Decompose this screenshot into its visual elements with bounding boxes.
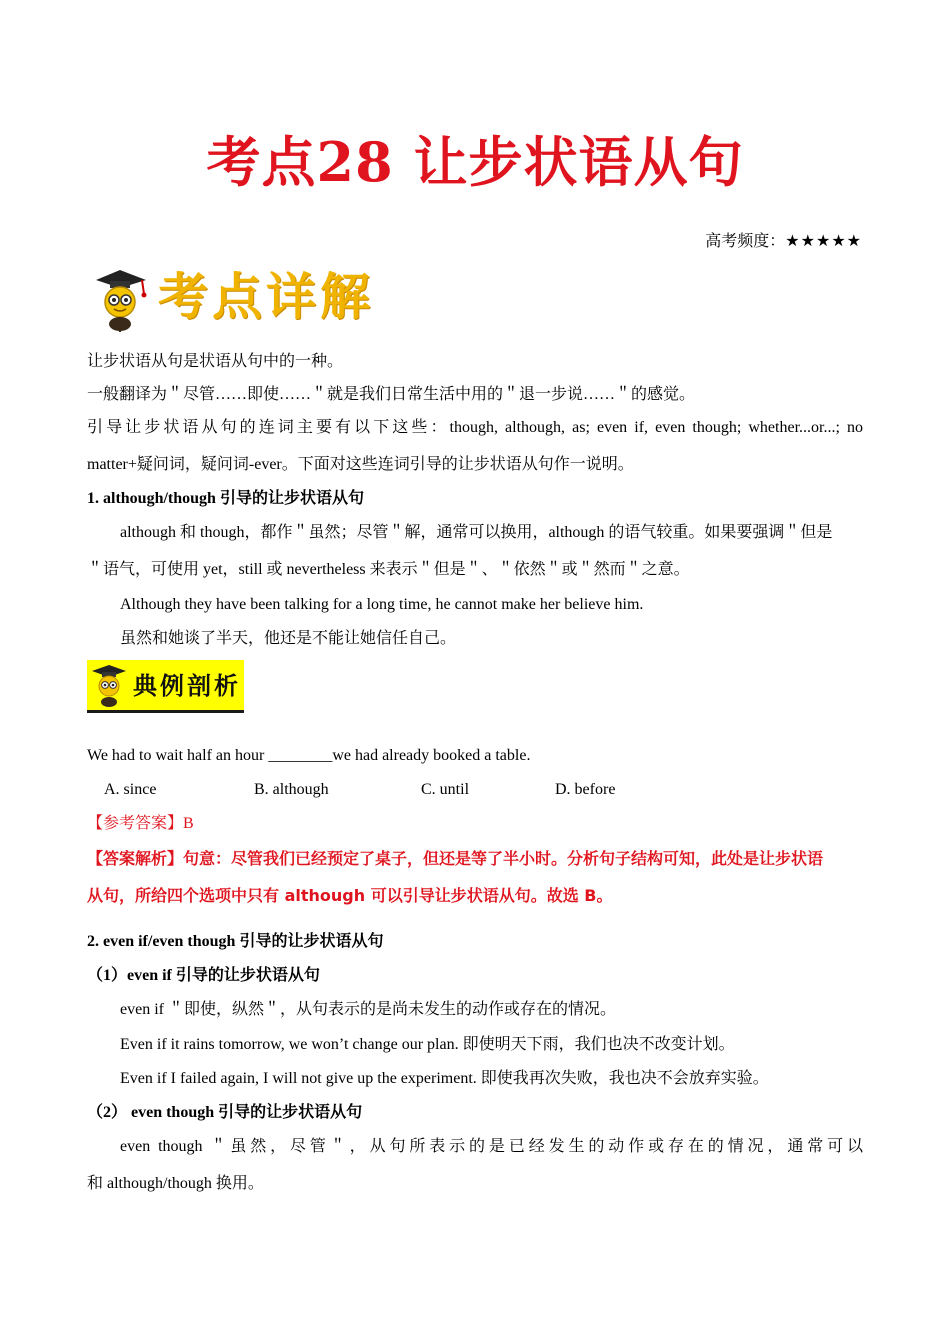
example-section-badge — [87, 660, 244, 713]
graduate-mascot-icon — [89, 662, 129, 708]
option-b: B. although — [254, 781, 329, 798]
option-a: A. since — [104, 781, 157, 798]
part1-paragraph-line-1: although 和 though，都作＂虽然；尽管＂解，通常可以换用，although 的语气较重。如果要强调＂但是 — [120, 524, 833, 541]
part2-sub1-heading: （1）even if 引导的让步状语从句 — [87, 967, 320, 984]
option-c: C. until — [421, 781, 470, 798]
part1-paragraph-line-2: ＂语气，可使用 yet，still 或 nevertheless 来表示＂但是＂、＂依然＂或＂然而＂之意。 — [87, 561, 690, 578]
option-d: D. before — [555, 781, 616, 798]
part2-sub1-definition: even if ＂即使，纵然＂，从句表示的是尚未发生的动作或存在的情况。 — [120, 1001, 616, 1018]
answer-analysis-line-1: 【答案解析】句意：尽管我们已经预定了桌子，但还是等了半小时。分析句子结构可知，此处是让步状语 — [87, 849, 824, 868]
frequency-label: 高考频度： — [705, 233, 786, 250]
part2-sub2-definition-line-2: 和 although/though 换用。 — [87, 1175, 264, 1192]
frequency-rating — [705, 230, 862, 254]
intro-line-3: 引导让步状语从句的连词主要有以下这些：though, although, as; even if, even though; whether...or...; no — [87, 419, 863, 436]
intro-line-4: matter+疑问词，疑问词-ever。下面对这些连词引导的让步状语从句作一说明。 — [87, 456, 634, 473]
part2-sub1-example-1: Even if it rains tomorrow, we won’t change our plan. 即使明天下雨，我们也决不改变计划。 — [120, 1036, 735, 1053]
graduate-mascot-icon — [90, 266, 152, 332]
part2-sub2-definition-line-1: even though ＂虽然，尽管＂，从句所表示的是已经发生的动作或存在的情况，通常可以 — [120, 1138, 863, 1155]
intro-line-1: 让步状语从句是状语从句中的一种。 — [87, 353, 344, 370]
intro-line-2: 一般翻译为＂尽管……即使……＂就是我们日常生活中用的＂退一步说……＂的感觉。 — [87, 386, 696, 403]
page-title: 考点28 让步状语从句 — [206, 130, 744, 194]
part2-heading: 2. even if/even though 引导的让步状语从句 — [87, 933, 384, 950]
part1-example-chinese: 虽然和她谈了半天，他还是不能让她信任自己。 — [120, 630, 457, 647]
detail-section-label: 考点详解 — [158, 267, 374, 326]
part1-example-english: Although they have been talking for a long time, he cannot make her believe him. — [120, 596, 644, 613]
question-stem: We had to wait half an hour ________we had already booked a table. — [87, 747, 531, 764]
frequency-stars: ★★★★★ — [785, 233, 862, 250]
part2-sub2-heading: （2） even though 引导的让步状语从句 — [87, 1104, 363, 1121]
reference-answer: 【参考答案】B — [87, 815, 194, 832]
part2-sub1-example-2: Even if I failed again, I will not give up the experiment. 即使我再次失败，我也决不会放弃实验。 — [120, 1070, 769, 1087]
answer-analysis-line-2: 从句，所给四个选项中只有 although 可以引导让步状语从句。故选 B。 — [87, 886, 613, 905]
part1-heading: 1. although/though 引导的让步状语从句 — [87, 490, 364, 507]
example-section-label: 典例剖析 — [133, 671, 241, 700]
